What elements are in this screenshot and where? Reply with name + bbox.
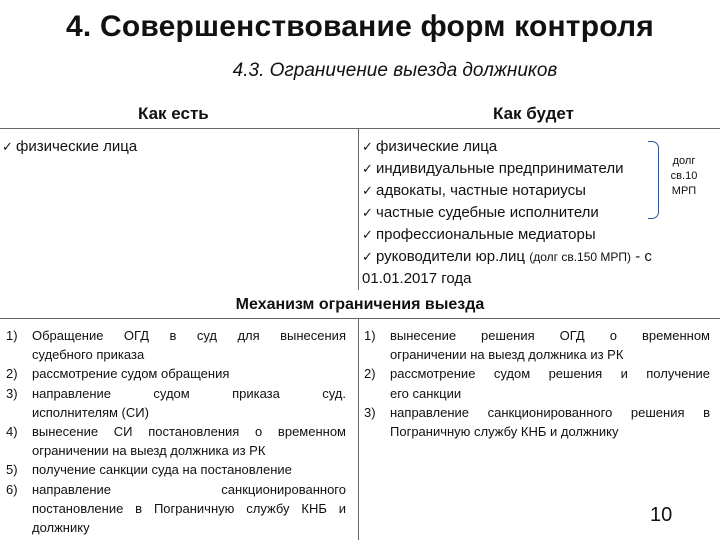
- checkmark-icon: ✓: [362, 162, 373, 177]
- step-item: 6) направление санкционированного постановление в Пограничную службу КНБ и должнику: [6, 481, 346, 536]
- checkmark-icon: ✓: [362, 206, 373, 221]
- mechanism-column-divider: [358, 318, 359, 540]
- checkmark-icon: ✓: [2, 140, 13, 155]
- step-item: 2) рассмотрение судом обращения: [6, 366, 230, 382]
- step-item: 4) вынесение СИ постановления о временном ограничении на выезд должника из РК: [6, 424, 346, 459]
- current-column-header: Как есть: [138, 104, 209, 123]
- checkmark-icon: ✓: [362, 140, 373, 155]
- step-item: 1) вынесение решения ОГД о временном ограничении на выезд должника из РК: [364, 328, 710, 363]
- list-item: ✓ частные судебные исполнители: [362, 202, 652, 224]
- future-mechanism-steps: [364, 326, 710, 441]
- slide-subtitle: 4.3. Ограничение выезда должников: [232, 60, 558, 81]
- bracket-note: долг св.10 МРП: [670, 155, 698, 197]
- current-mechanism-steps: [6, 326, 346, 537]
- mechanism-divider: [0, 318, 720, 319]
- page-number: 10: [650, 504, 673, 526]
- slide-title: 4. Совершенствование форм контроля: [66, 10, 654, 43]
- step-item: 2) рассмотрение судом решения и получение его санкции: [364, 366, 710, 401]
- step-item: 3) направление санкционированного решения в Пограничную службу КНБ и должнику: [364, 404, 710, 440]
- step-item: 3) направление судом приказа суд. исполнителям (СИ): [6, 385, 346, 420]
- checkmark-icon: ✓: [362, 250, 373, 265]
- column-divider: [358, 128, 359, 290]
- future-list: [362, 136, 652, 289]
- header-divider: [0, 128, 720, 129]
- grouping-bracket: [648, 141, 659, 219]
- checkmark-icon: ✓: [362, 228, 373, 243]
- debt-threshold-note: (долг св.150 МРП): [529, 250, 632, 264]
- step-item: 5) получение санкции суда на постановление: [6, 462, 292, 478]
- list-item: ✓ физические лица: [362, 136, 652, 158]
- list-item: ✓ руководители юр.лиц (долг св.150 МРП) - с: [362, 246, 652, 268]
- checkmark-icon: ✓: [362, 184, 373, 199]
- list-item: ✓ индивидуальные предприниматели: [362, 158, 652, 180]
- list-item: ✓ физические лица: [2, 136, 137, 158]
- mechanism-header: Механизм ограничения выезда: [235, 296, 485, 313]
- future-column-header: Как будет: [493, 104, 574, 123]
- list-item-continuation: 01.01.2017 года: [362, 270, 472, 287]
- list-item: ✓ профессиональные медиаторы: [362, 224, 652, 246]
- list-item: ✓ адвокаты, частные нотариусы: [362, 180, 652, 202]
- current-list: [2, 136, 137, 158]
- step-item: 1) Обращение ОГД в суд для вынесения судебного приказа: [6, 328, 346, 363]
